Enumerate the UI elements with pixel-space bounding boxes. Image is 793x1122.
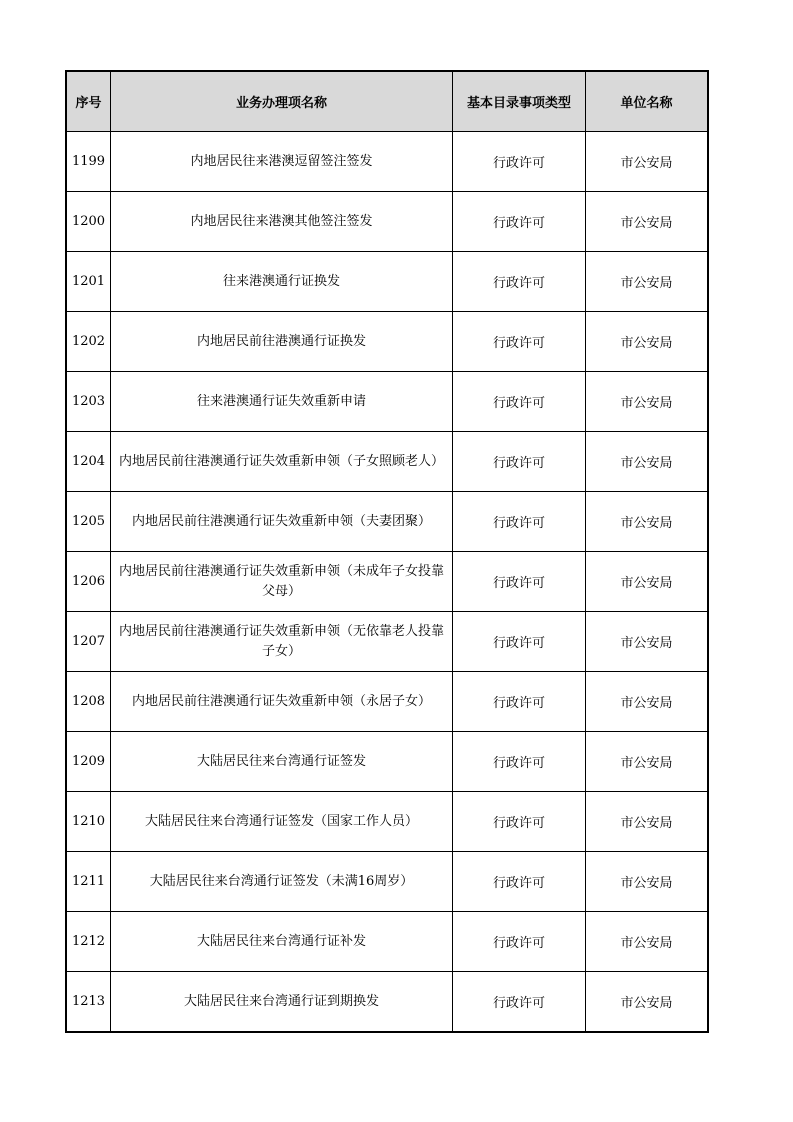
row-item-name: 大陆居民往来台湾通行证签发（未满16周岁） bbox=[111, 852, 453, 912]
row-item-type: 行政许可 bbox=[453, 732, 586, 792]
header-item-type: 基本目录事项类型 bbox=[453, 72, 586, 132]
row-unit-name: 市公安局 bbox=[586, 612, 708, 672]
row-seq: 1208 bbox=[67, 672, 111, 732]
row-item-type: 行政许可 bbox=[453, 792, 586, 852]
row-item-name: 内地居民前往港澳通行证换发 bbox=[111, 312, 453, 372]
row-item-type: 行政许可 bbox=[453, 912, 586, 972]
row-unit-name: 市公安局 bbox=[586, 912, 708, 972]
row-item-name: 内地居民往来港澳其他签注签发 bbox=[111, 192, 453, 252]
table-row bbox=[67, 252, 708, 312]
row-seq: 1201 bbox=[67, 252, 111, 312]
row-item-name: 内地居民前往港澳通行证失效重新申领（永居子女） bbox=[111, 672, 453, 732]
row-item-name: 往来港澳通行证失效重新申请 bbox=[111, 372, 453, 432]
row-item-name: 大陆居民往来台湾通行证签发（国家工作人员） bbox=[111, 792, 453, 852]
row-seq: 1211 bbox=[67, 852, 111, 912]
row-unit-name: 市公安局 bbox=[586, 432, 708, 492]
row-unit-name: 市公安局 bbox=[586, 192, 708, 252]
row-unit-name: 市公安局 bbox=[586, 792, 708, 852]
row-item-name: 大陆居民往来台湾通行证签发 bbox=[111, 732, 453, 792]
row-seq: 1206 bbox=[67, 552, 111, 612]
row-item-type: 行政许可 bbox=[453, 372, 586, 432]
row-unit-name: 市公安局 bbox=[586, 252, 708, 312]
row-item-name: 内地居民前往港澳通行证失效重新申领（夫妻团聚） bbox=[111, 492, 453, 552]
row-unit-name: 市公安局 bbox=[586, 852, 708, 912]
row-item-name: 内地居民往来港澳逗留签注签发 bbox=[111, 132, 453, 192]
table-row bbox=[67, 432, 708, 492]
row-item-type: 行政许可 bbox=[453, 852, 586, 912]
table-row bbox=[67, 192, 708, 252]
business-items-table bbox=[66, 71, 708, 1032]
row-item-name: 内地居民前往港澳通行证失效重新申领（子女照顾老人） bbox=[111, 432, 453, 492]
table-row bbox=[67, 612, 708, 672]
row-seq: 1204 bbox=[67, 432, 111, 492]
row-item-type: 行政许可 bbox=[453, 312, 586, 372]
table-row bbox=[67, 852, 708, 912]
row-unit-name: 市公安局 bbox=[586, 552, 708, 612]
row-item-type: 行政许可 bbox=[453, 432, 586, 492]
row-item-type: 行政许可 bbox=[453, 192, 586, 252]
row-seq: 1205 bbox=[67, 492, 111, 552]
row-unit-name: 市公安局 bbox=[586, 972, 708, 1032]
row-item-type: 行政许可 bbox=[453, 132, 586, 192]
row-item-name: 大陆居民往来台湾通行证到期换发 bbox=[111, 972, 453, 1032]
row-unit-name: 市公安局 bbox=[586, 492, 708, 552]
row-seq: 1210 bbox=[67, 792, 111, 852]
row-item-type: 行政许可 bbox=[453, 612, 586, 672]
row-item-name: 内地居民前往港澳通行证失效重新申领（无依靠老人投靠子女） bbox=[111, 612, 453, 672]
header-item-name: 业务办理项名称 bbox=[111, 72, 453, 132]
table-row bbox=[67, 732, 708, 792]
row-unit-name: 市公安局 bbox=[586, 132, 708, 192]
row-item-name: 内地居民前往港澳通行证失效重新申领（未成年子女投靠父母） bbox=[111, 552, 453, 612]
row-seq: 1207 bbox=[67, 612, 111, 672]
row-seq: 1199 bbox=[67, 132, 111, 192]
table-row bbox=[67, 372, 708, 432]
row-unit-name: 市公安局 bbox=[586, 732, 708, 792]
row-item-name: 大陆居民往来台湾通行证补发 bbox=[111, 912, 453, 972]
row-unit-name: 市公安局 bbox=[586, 312, 708, 372]
row-seq: 1202 bbox=[67, 312, 111, 372]
row-unit-name: 市公安局 bbox=[586, 372, 708, 432]
header-row bbox=[67, 72, 708, 132]
table-body bbox=[67, 132, 708, 1032]
table-row bbox=[67, 492, 708, 552]
row-unit-name: 市公安局 bbox=[586, 672, 708, 732]
table-row bbox=[67, 972, 708, 1032]
table-row bbox=[67, 312, 708, 372]
table-header bbox=[67, 72, 708, 132]
row-item-type: 行政许可 bbox=[453, 552, 586, 612]
row-item-name: 往来港澳通行证换发 bbox=[111, 252, 453, 312]
table-row bbox=[67, 792, 708, 852]
header-unit-name: 单位名称 bbox=[586, 72, 708, 132]
row-seq: 1212 bbox=[67, 912, 111, 972]
row-item-type: 行政许可 bbox=[453, 252, 586, 312]
row-item-type: 行政许可 bbox=[453, 972, 586, 1032]
table-row bbox=[67, 552, 708, 612]
table-row bbox=[67, 672, 708, 732]
table-row bbox=[67, 132, 708, 192]
row-seq: 1200 bbox=[67, 192, 111, 252]
row-item-type: 行政许可 bbox=[453, 672, 586, 732]
row-seq: 1209 bbox=[67, 732, 111, 792]
row-seq: 1213 bbox=[67, 972, 111, 1032]
row-seq: 1203 bbox=[67, 372, 111, 432]
table-row bbox=[67, 912, 708, 972]
row-item-type: 行政许可 bbox=[453, 492, 586, 552]
header-seq: 序号 bbox=[67, 72, 111, 132]
